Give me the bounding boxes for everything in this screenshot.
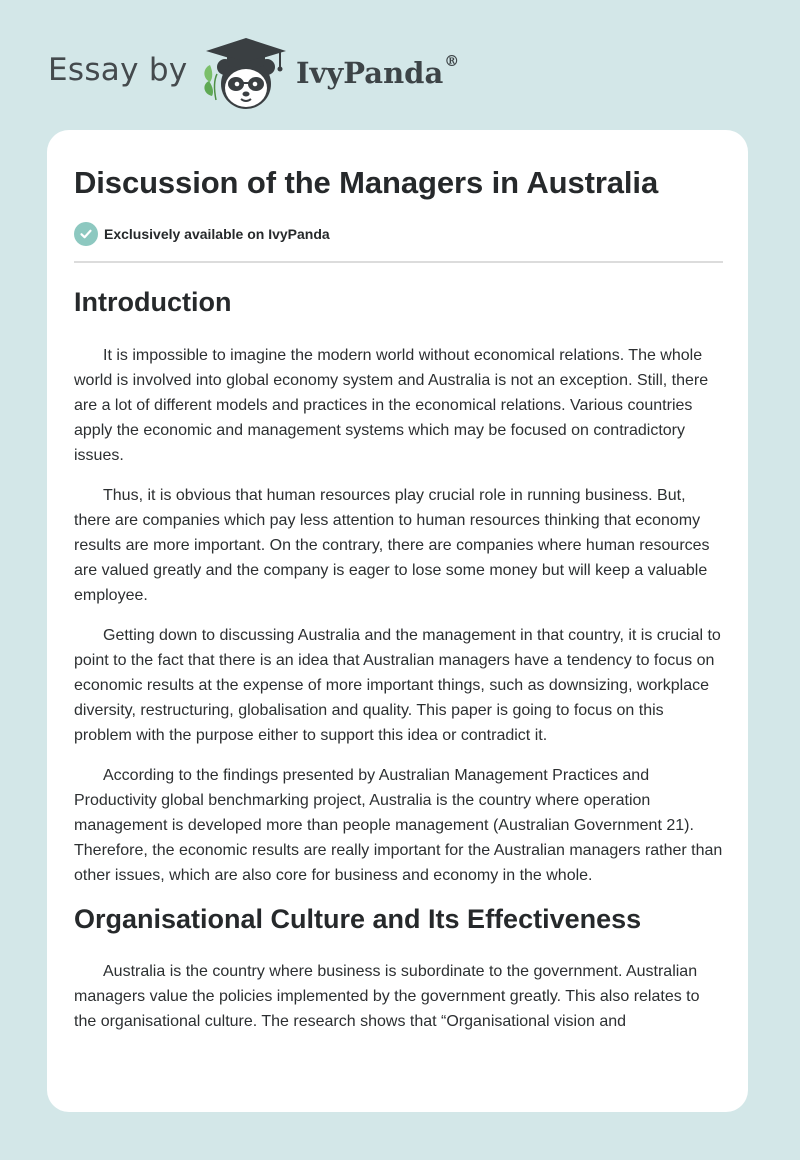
paragraph: Thus, it is obvious that human resources play crucial role in running business. But, there are companies which pay less attention to human resources thinking that economy results are more important. On the contrary, there are companies where human resources are valued greatly and the company is eager to lose some money but will keep a valuable employee. — [74, 487, 710, 605]
brand-name[interactable] — [296, 52, 460, 90]
ivypanda-logo-icon[interactable] — [200, 34, 292, 112]
essay-body — [74, 286, 724, 1049]
divider — [74, 261, 723, 263]
essay-by-label: Essay by — [48, 52, 188, 88]
brand-name-text: IvyPanda — [296, 56, 444, 90]
exclusive-label: Exclusively available on IvyPanda — [104, 226, 330, 242]
check-icon — [74, 222, 98, 246]
paragraph: Australia is the country where business is subordinate to the government. Australian managers value the policies implemented by the government greatly. This also relates to the organisational culture. The research shows that “Organisational vision and — [74, 962, 700, 1030]
section-heading-introduction: Introduction — [74, 287, 232, 317]
paragraph: Getting down to discussing Australia and the management in that country, it is crucial to point to the fact that there is an idea that Australian managers have a tendency to focus on economic results at the expense of more important things, such as downsizing, workplace diversity, restructuring, globalisation and quality. This paper is going to focus on this problem with the purpose either to support this idea or contradict it. — [74, 627, 721, 745]
section-heading-organisational-culture: Organisational Culture and Its Effectiveness — [74, 904, 642, 935]
page-title: Discussion of the Managers in Australia — [74, 165, 659, 200]
paragraph: It is impossible to imagine the modern world without economical relations. The whole world is involved into global economy system and Australia is not an exception. Still, there are a lot of different models and practices in the economical relations. Various countries apply the economic and management systems which may be focused on contradictory issues. — [74, 347, 709, 465]
registered-mark: ® — [444, 52, 460, 70]
essay-card — [47, 130, 748, 1112]
paragraph: According to the findings presented by Australian Management Practices and Productivity global benchmarking project, Australia is the country where operation management is developed more than people management (Australian Government 21). Therefore, the economic results are really important for the Australian managers rather than other issues, which are also core for business and economy in the whole. — [74, 767, 723, 885]
exclusive-badge — [74, 222, 330, 246]
site-header — [0, 0, 800, 130]
